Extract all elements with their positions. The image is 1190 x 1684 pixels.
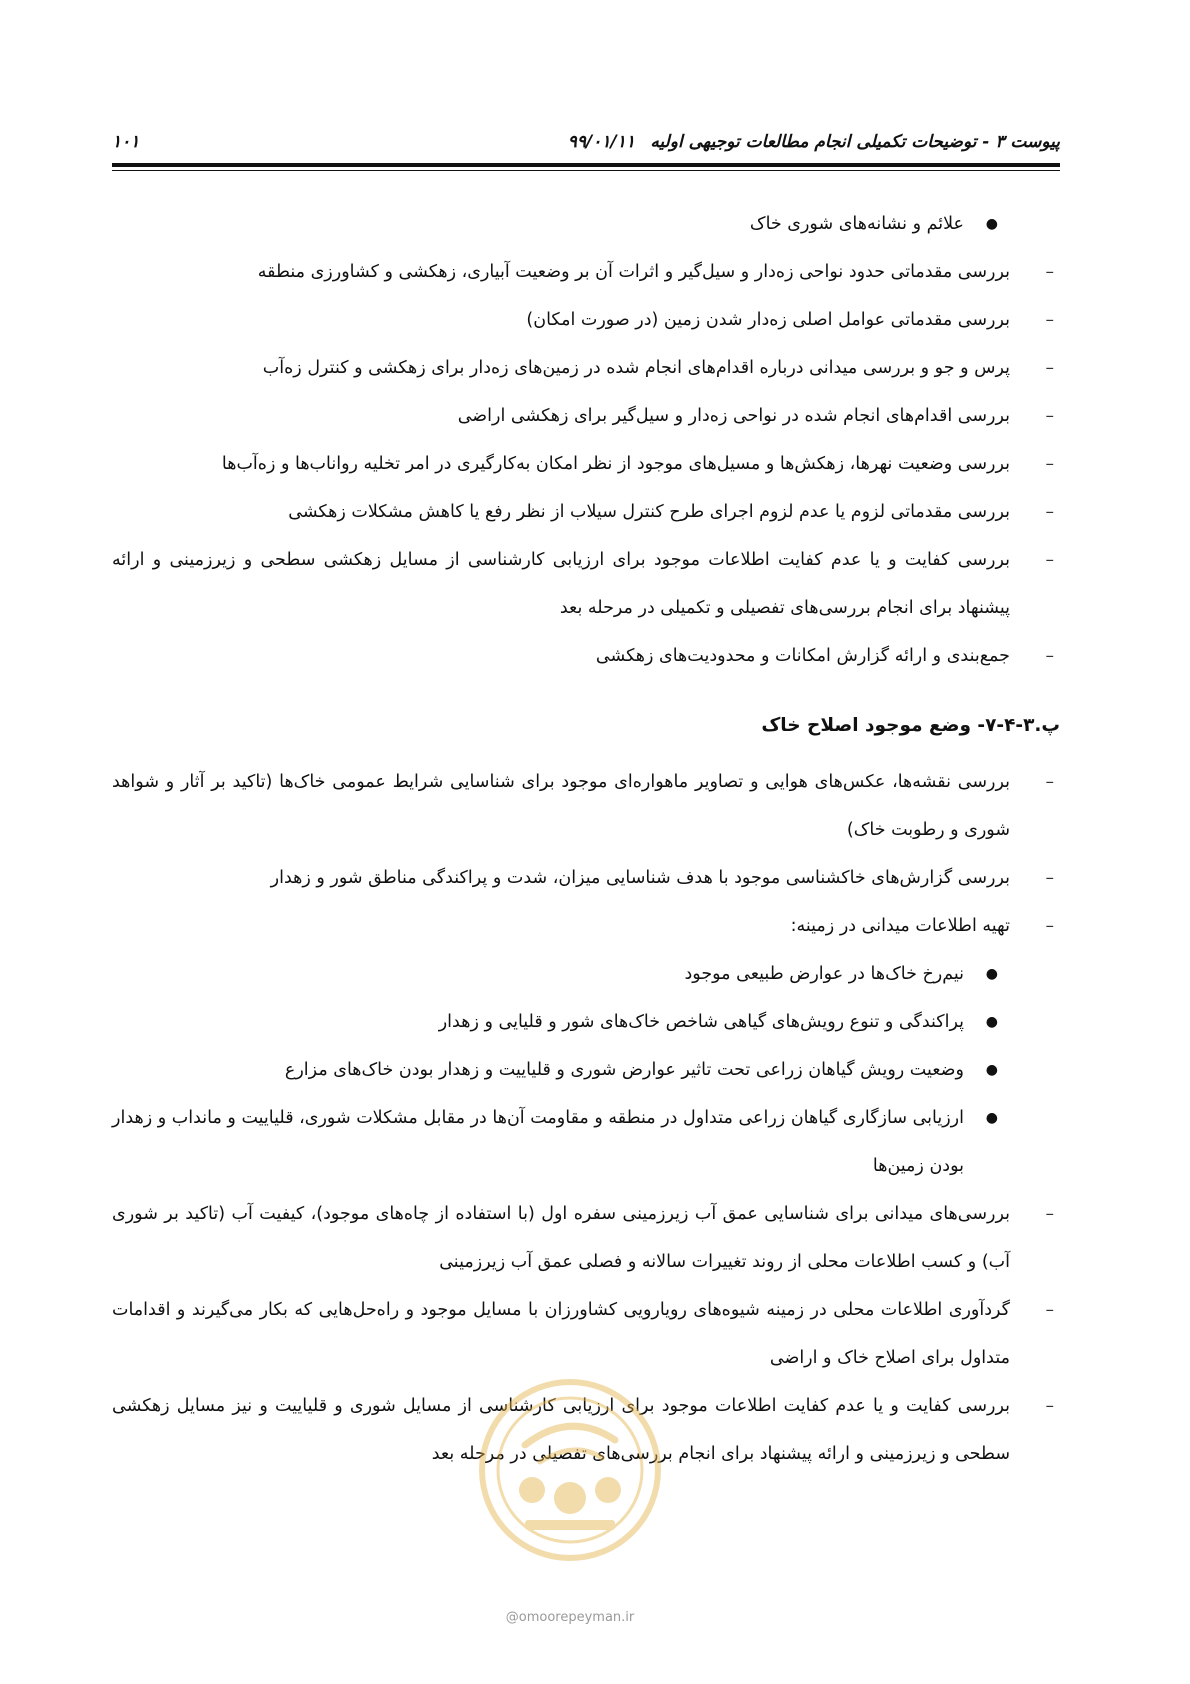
item-text: بررسی نقشه‌ها، عکس‌های هوایی و تصاویر ماهواره‌ای موجود برای شناسایی شرایط عمومی خاک‌ها (تاکید بر آثار و شواهد شوری و رطوبت خاک) — [112, 772, 1010, 840]
header-title: پیوست ۳ - توضیحات تکمیلی انجام مطالعات توجیهی اولیه — [650, 132, 1060, 152]
bullet-icon: ● — [985, 966, 998, 982]
dash-item — [112, 440, 1060, 488]
dash-item — [112, 1190, 1060, 1286]
dash-icon: – — [1045, 916, 1054, 936]
item-text: پرس و جو و بررسی میدانی درباره اقدام‌های انجام شده در زمین‌های زه‌دار برای زهکشی و کنترل زه‌آب — [262, 358, 1010, 378]
bullet-icon: ● — [985, 1062, 998, 1078]
bullet-icon: ● — [985, 216, 998, 232]
header-rule-thin — [112, 170, 1060, 171]
header-date: ۹۹/۰۱/۱۱ — [567, 132, 635, 152]
item-text: پراکندگی و تنوع رویش‌های گیاهی شاخص خاک‌های شور و قلیایی و زهدار — [438, 1012, 964, 1032]
dash-icon: – — [1045, 406, 1054, 426]
item-text: بررسی کفایت و یا عدم کفایت اطلاعات موجود برای ارزیابی کارشناسی از مسایل شوری و قلیاییت و نیز مسایل زهکشی سطحی و زیرزمینی و ارائه پیشنهاد برای انجام بررسی‌های تفصیلی در مرحله بعد — [112, 1396, 1010, 1464]
bullet-icon: ● — [985, 1014, 998, 1030]
bullet-icon: ● — [985, 1110, 998, 1126]
item-text: بررسی مقدماتی لزوم یا عدم لزوم اجرای طرح کنترل سیلاب از نظر رفع یا کاهش مشکلات زهکشی — [288, 502, 1010, 522]
dash-item — [112, 248, 1060, 296]
dash-item — [112, 1286, 1060, 1382]
item-text: تهیه اطلاعات میدانی در زمینه: — [790, 916, 1010, 936]
item-text: ارزیابی سازگاری گیاهان زراعی متداول در منطقه و مقاومت آن‌ها در مقابل مشکلات شوری، قلیاییت و مانداب و زهدار بودن زمین‌ها — [112, 1108, 964, 1176]
bullet-item — [112, 200, 1060, 248]
item-text: گردآوری اطلاعات محلی در زمینه شیوه‌های رویارویی کشاورزان با مسایل موجود و راه‌حل‌هایی که بکار می‌گیرند و اقدامات متداول برای اصلاح خاک و اراضی — [112, 1300, 1010, 1368]
dash-icon: – — [1045, 646, 1054, 666]
section1-list — [112, 200, 1060, 680]
dash-item — [112, 296, 1060, 344]
item-text: بررسی کفایت و یا عدم کفایت اطلاعات موجود برای ارزیابی کارشناسی از مسایل زهکشی سطحی و زیرزمینی و ارائه پیشنهاد برای انجام بررسی‌های تفصیلی و تکمیلی در مرحله بعد — [112, 550, 1010, 618]
dash-icon: – — [1045, 262, 1054, 282]
dash-item — [112, 392, 1060, 440]
dash-item — [112, 902, 1060, 950]
dash-icon: – — [1045, 502, 1054, 522]
dash-icon: – — [1045, 868, 1054, 888]
dash-item — [112, 344, 1060, 392]
dash-item — [112, 758, 1060, 854]
document-body — [112, 200, 1060, 1478]
dash-item — [112, 854, 1060, 902]
dash-icon: – — [1045, 550, 1054, 570]
dash-icon: – — [1045, 358, 1054, 378]
item-text: جمع‌بندی و ارائه گزارش امکانات و محدودیت‌های زهکشی — [595, 646, 1010, 666]
section-heading: پ.۳-۴-۷- وضع موجود اصلاح خاک — [761, 715, 1060, 736]
page-header — [112, 128, 1060, 158]
dash-icon: – — [1045, 454, 1054, 474]
dash-icon: – — [1045, 1396, 1054, 1416]
watermark-site-text: @omoorepeyman.ir — [505, 1610, 635, 1625]
item-text: بررسی مقدماتی حدود نواحی زه‌دار و سیل‌گیر و اثرات آن بر وضعیت آبیاری، زهکشی و کشاورزی منطقه — [257, 262, 1010, 282]
item-text: بررسی اقدام‌های انجام شده در نواحی زه‌دار و سیل‌گیر برای زهکشی اراضی — [457, 406, 1010, 426]
bullet-item — [112, 950, 1060, 998]
header-rule-thick — [112, 163, 1060, 167]
dash-item — [112, 632, 1060, 680]
item-text: بررسی‌های میدانی برای شناسایی عمق آب زیرزمینی سفره اول (با استفاده از چاه‌های موجود)، کیفیت آب (تاکید بر شوری آب) و کسب اطلاعات محلی از روند تغییرات سالانه و فصلی عمق آب زیرزمینی — [112, 1204, 1010, 1272]
bullet-item — [112, 1094, 1060, 1190]
item-text: بررسی گزارش‌های خاکشناسی موجود با هدف شناسایی میزان، شدت و پراکندگی مناطق شور و زهدار — [270, 868, 1010, 888]
item-text: بررسی وضعیت نهرها، زهکش‌ها و مسیل‌های موجود از نظر امکان به‌کارگیری در امر تخلیه رواناب‌ها و زه‌آب‌ها — [221, 454, 1010, 474]
bullet-item — [112, 998, 1060, 1046]
item-text: نیم‌رخ خاک‌ها در عوارض طبیعی موجود — [684, 964, 964, 984]
dash-icon: – — [1045, 772, 1054, 792]
dash-icon: – — [1045, 1204, 1054, 1224]
dash-icon: – — [1045, 310, 1054, 330]
item-text: وضعیت رویش گیاهان زراعی تحت تاثیر عوارض شوری و قلیاییت و زهدار بودن خاک‌های مزارع — [284, 1060, 964, 1080]
watermark-logo-icon — [470, 1370, 670, 1570]
dash-icon: – — [1045, 1300, 1054, 1320]
dash-item — [112, 488, 1060, 536]
item-text: بررسی مقدماتی عوامل اصلی زه‌دار شدن زمین (در صورت امکان) — [526, 310, 1010, 330]
page-number: ۱۰۱ — [112, 132, 140, 152]
bullet-item — [112, 1046, 1060, 1094]
dash-item — [112, 536, 1060, 632]
item-text: علائم و نشانه‌های شوری خاک — [749, 214, 964, 234]
